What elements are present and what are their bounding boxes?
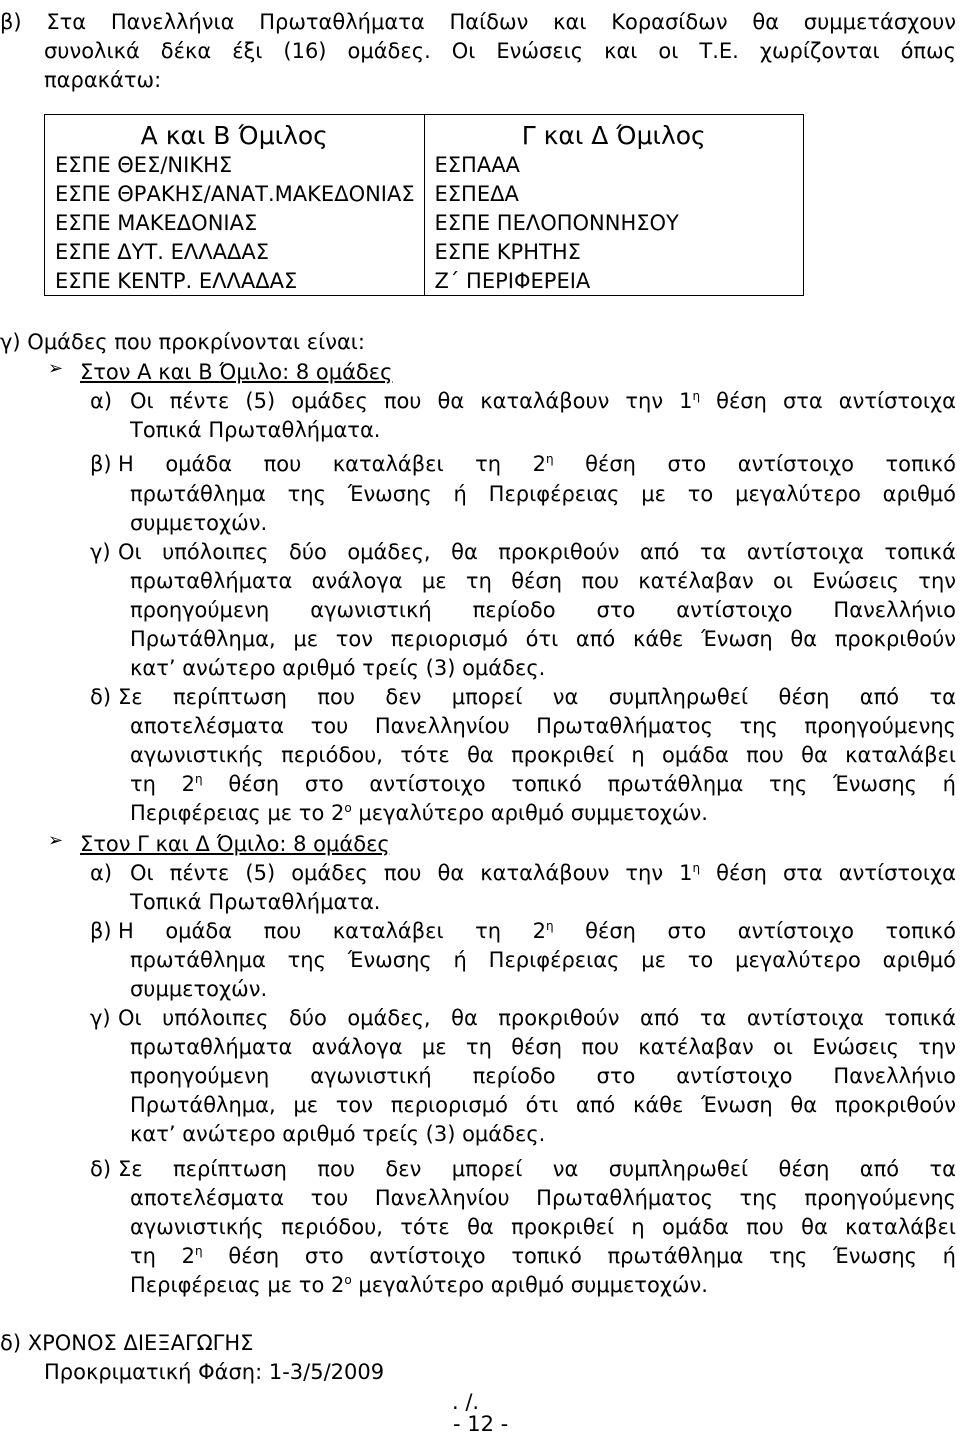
gd-item-d-line-5: Περιφέρειας με το $2^o$ μεγαλύτερο αριθμό συμμετοχών. — [130, 1273, 708, 1297]
ab-item-a-line-2: Τοπικά Πρωταθλήματα. — [130, 418, 381, 442]
group-ab-item: ΕΣΠΕ ΜΑΚΕΔΟΝΙΑΣ — [55, 211, 258, 235]
item-d-label: δ) — [90, 685, 112, 709]
group-ab-qualify-heading: Στον Α και Β Όμιλο: 8 ομάδες — [80, 360, 393, 384]
gd-item-b-line-1: Η ομάδα που καταλάβει τη $2^\eta$ θέση στο αντίστοιχο τοπικό — [118, 919, 957, 943]
gd-item-d-line-3: αγωνιστικής περιόδου, τότε θα προκριθεί η ομάδα που θα καταλάβει — [130, 1215, 956, 1239]
group-gd-item: ΕΣΠΑΑΑ — [434, 153, 520, 177]
gd-item-c-line-2: πρωταθλήματα ανάλογα με τη θέση που κατέλαβαν οι Ενώσεις την — [130, 1035, 956, 1059]
gd-item-d-line-2: αποτελέσματα του Πανελληνίου Πρωταθλήματος της προηγούμενης — [130, 1186, 956, 1210]
group-ab-item: ΕΣΠΕ ΘΡΑΚΗΣ/ΑΝΑΤ.ΜΑΚΕΔΟΝΙΑΣ — [55, 182, 415, 206]
bullet-arrow-icon: ➢ — [48, 830, 64, 851]
group-ab-item: ΕΣΠΕ ΔΥΤ. ΕΛΛΑΔΑΣ — [55, 240, 270, 264]
ab-item-d-line-3: αγωνιστικής περιόδου, τότε θα προκριθεί η ομάδα που θα καταλάβει — [130, 743, 956, 767]
ab-item-d-line-1: Σε περίπτωση που δεν μπορεί να συμπληρωθεί θέση από τα — [118, 685, 956, 709]
gd-item-d-line-1: Σε περίπτωση που δεν μπορεί να συμπληρωθεί θέση από τα — [118, 1157, 956, 1181]
item-a-label: α) — [90, 861, 113, 885]
ab-item-c-line-1: Οι υπόλοιπες δύο ομάδες, θα προκριθούν από τα αντίστοιχα τοπικά — [118, 540, 956, 564]
gd-item-b-line-2: πρωτάθλημα της Ένωσης ή Περιφέρειας με το μεγαλύτερο αριθμό — [130, 948, 956, 972]
page-number: - 12 - — [453, 1412, 509, 1436]
item-b-label: β) — [90, 452, 112, 476]
item-a-label: α) — [90, 389, 113, 413]
gd-item-b-line-3: συμμετοχών. — [130, 977, 268, 1001]
gd-item-a-line-2: Τοπικά Πρωταθλήματα. — [130, 890, 381, 914]
item-b-label: β) — [90, 919, 112, 943]
gd-item-d-line-4: τη $2^\eta$ θέση στο αντίστοιχο τοπικό πρωτάθλημα της Ένωσης ή — [130, 1244, 956, 1268]
item-c-label: γ) — [90, 540, 111, 564]
group-gd-item: ΕΣΠΕΔΑ — [434, 182, 519, 206]
item-c-label: γ) — [90, 1006, 111, 1030]
intro-line-1: β) Στα Πανελλήνια Πρωταθλήματα Παίδων και Κορασίδων θα συμμετάσχουν — [0, 10, 956, 34]
group-gd-qualify-heading: Στον Γ και Δ Όμιλο: 8 ομάδες — [80, 832, 390, 856]
qualifying-phase-dates: Προκριματική Φάση: 1-3/5/2009 — [44, 1360, 385, 1384]
item-d-label: δ) — [90, 1157, 112, 1181]
ab-item-b-line-1: Η ομάδα που καταλάβει τη $2^\eta$ θέση στο αντίστοιχο τοπικό — [118, 452, 957, 476]
group-ab-item: ΕΣΠΕ ΘΕΣ/ΝΙΚΗΣ — [55, 153, 233, 177]
continuation-mark: . /. — [452, 1390, 480, 1414]
ab-item-d-line-2: αποτελέσματα του Πανελληνίου Πρωταθλήματος της προηγούμενης — [130, 714, 956, 738]
intro-line-2: συνολικά δέκα έξι (16) ομάδες. Οι Ενώσεις και οι Τ.Ε. χωρίζονται όπως — [44, 39, 956, 63]
group-gd-item: ΕΣΠΕ ΠΕΛΟΠΟΝΝΗΣΟΥ — [434, 211, 679, 235]
gd-item-c-line-4: Πρωτάθλημα, με τον περιορισμό ότι από κάθε Ένωση θα προκριθούν — [130, 1093, 956, 1117]
gd-item-c-line-5: κατ’ ανώτερο αριθμό τρείς (3) ομάδες. — [130, 1122, 546, 1146]
intro-line-3: παρακάτω: — [44, 68, 162, 92]
group-gd-item: Ζ΄ ΠΕΡΙΦΕΡΕΙΑ — [434, 269, 591, 293]
ab-item-c-line-4: Πρωτάθλημα, με τον περιορισμό ότι από κάθε Ένωση θα προκριθούν — [130, 627, 956, 651]
group-ab-column — [45, 115, 424, 295]
group-gd-title: Γ και Δ Όμιλος — [521, 121, 706, 150]
qualify-heading: γ) Ομάδες που προκρίνονται είναι: — [0, 330, 365, 354]
ab-item-b-line-3: συμμετοχών. — [130, 511, 268, 535]
group-gd-item: ΕΣΠΕ ΚΡΗΤΗΣ — [434, 240, 581, 264]
groups-table — [44, 114, 804, 296]
group-gd-column — [424, 115, 804, 295]
ab-item-d-line-4: τη $2^\eta$ θέση στο αντίστοιχο τοπικό πρωτάθλημα της Ένωσης ή — [130, 772, 956, 796]
group-ab-title: Α και Β Όμιλος — [140, 121, 328, 150]
gd-item-a-line-1: Οι πέντε (5) ομάδες που θα καταλάβουν την $1^\eta$ θέση στα αντίστοιχα — [130, 861, 956, 885]
ab-item-a-line-1: Οι πέντε (5) ομάδες που θα καταλάβουν την $1^\eta$ θέση στα αντίστοιχα — [130, 389, 956, 413]
group-ab-item: ΕΣΠΕ ΚΕΝΤΡ. ΕΛΛΑΔΑΣ — [55, 269, 298, 293]
schedule-heading: δ) ΧΡΟΝΟΣ ΔΙΕΞΑΓΩΓΗΣ — [0, 1331, 254, 1355]
ab-item-c-line-2: πρωταθλήματα ανάλογα με τη θέση που κατέλαβαν οι Ενώσεις την — [130, 569, 956, 593]
ab-item-c-line-3: προηγούμενη αγωνιστική περίοδο στο αντίστοιχο Πανελλήνιο — [130, 598, 956, 622]
gd-item-c-line-3: προηγούμενη αγωνιστική περίοδο στο αντίστοιχο Πανελλήνιο — [130, 1064, 956, 1088]
ab-item-b-line-2: πρωτάθλημα της Ένωσης ή Περιφέρειας με το μεγαλύτερο αριθμό — [130, 482, 956, 506]
ab-item-c-line-5: κατ’ ανώτερο αριθμό τρείς (3) ομάδες. — [130, 656, 546, 680]
bullet-arrow-icon: ➢ — [48, 358, 64, 379]
gd-item-c-line-1: Οι υπόλοιπες δύο ομάδες, θα προκριθούν από τα αντίστοιχα τοπικά — [118, 1006, 956, 1030]
ab-item-d-line-5: Περιφέρειας με το $2^o$ μεγαλύτερο αριθμό συμμετοχών. — [130, 801, 708, 825]
